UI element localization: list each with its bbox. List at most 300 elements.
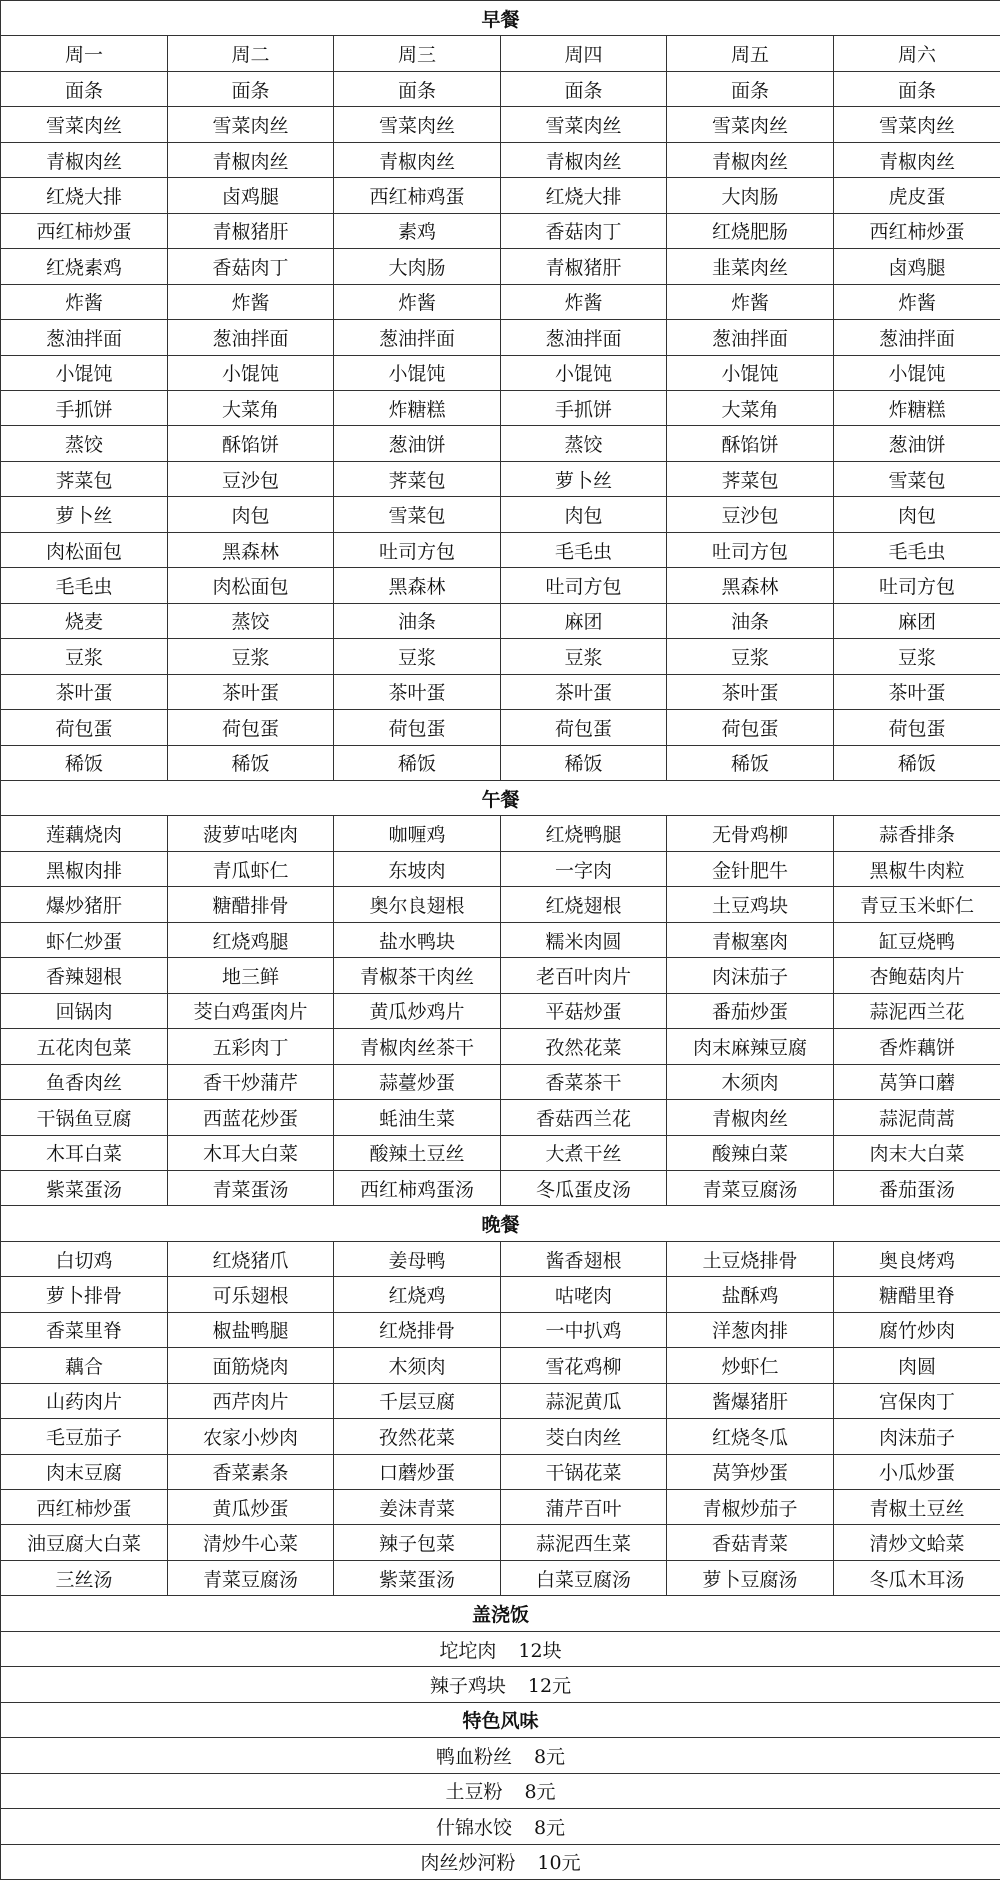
menu-cell: 咕咾肉 — [501, 1277, 667, 1312]
menu-cell: 冬瓜木耳汤 — [834, 1560, 1000, 1595]
dinner-row — [1, 1241, 1000, 1276]
menu-cell: 蒜泥茼蒿 — [834, 1100, 1000, 1135]
menu-cell: 荷包蛋 — [667, 710, 834, 745]
item-price: 10元 — [537, 1848, 580, 1875]
menu-cell: 肉包 — [834, 497, 1000, 532]
menu-cell: 豆浆 — [501, 639, 667, 674]
menu-cell: 雪菜肉丝 — [334, 107, 501, 142]
menu-cell: 肉包 — [168, 497, 334, 532]
menu-cell: 回锅肉 — [1, 993, 168, 1028]
menu-cell: 辣子包菜 — [334, 1525, 501, 1560]
weekday-header: 周四 — [501, 36, 667, 71]
menu-cell: 炸糖糕 — [834, 390, 1000, 425]
menu-cell: 孜然花菜 — [334, 1419, 501, 1454]
menu-cell: 豆沙包 — [667, 497, 834, 532]
breakfast-row — [1, 390, 1000, 425]
lunch-section-title-row — [1, 780, 1000, 815]
menu-cell: 蒜香排条 — [834, 816, 1000, 851]
menu-cell: 奥尔良翅根 — [334, 887, 501, 922]
menu-cell: 肉包 — [501, 497, 667, 532]
menu-cell: 豆浆 — [834, 639, 1000, 674]
menu-cell: 蒲芹百叶 — [501, 1490, 667, 1525]
menu-cell: 毛豆茄子 — [1, 1419, 168, 1454]
menu-cell: 青菜豆腐汤 — [667, 1170, 834, 1205]
menu-cell: 豆浆 — [334, 639, 501, 674]
menu-cell: 藕合 — [1, 1348, 168, 1383]
menu-cell: 糯米肉圆 — [501, 922, 667, 957]
weekday-header: 周三 — [334, 36, 501, 71]
lunch-row — [1, 993, 1000, 1028]
menu-cell: 炸酱 — [168, 284, 334, 319]
menu-cell: 手抓饼 — [501, 390, 667, 425]
menu-cell: 炸糖糕 — [334, 390, 501, 425]
menu-cell: 青椒炒茄子 — [667, 1490, 834, 1525]
menu-cell: 红烧排骨 — [334, 1312, 501, 1347]
menu-cell: 青椒肉丝 — [834, 142, 1000, 177]
menu-cell: 黄瓜炒鸡片 — [334, 993, 501, 1028]
menu-cell: 黑森林 — [667, 568, 834, 603]
menu-cell: 香菇青菜 — [667, 1525, 834, 1560]
lunch-row — [1, 887, 1000, 922]
special-item — [1, 1738, 1000, 1773]
menu-cell: 吐司方包 — [834, 568, 1000, 603]
item-price: 12块 — [518, 1636, 561, 1663]
dinner-row — [1, 1277, 1000, 1312]
lunch-row — [1, 1029, 1000, 1064]
special-item-cell — [1, 1844, 1000, 1879]
menu-cell: 萝卜豆腐汤 — [667, 1560, 834, 1595]
dinner-row — [1, 1348, 1000, 1383]
menu-cell: 酱香翅根 — [501, 1241, 667, 1276]
menu-cell: 蒜泥西兰花 — [834, 993, 1000, 1028]
menu-cell: 糖醋里脊 — [834, 1277, 1000, 1312]
menu-cell: 西红柿鸡蛋汤 — [334, 1170, 501, 1205]
item-price: 12元 — [528, 1671, 571, 1698]
menu-cell: 青椒肉丝 — [168, 142, 334, 177]
menu-cell: 红烧鸡 — [334, 1277, 501, 1312]
menu-cell: 白菜豆腐汤 — [501, 1560, 667, 1595]
menu-cell: 地三鲜 — [168, 958, 334, 993]
breakfast-row — [1, 142, 1000, 177]
dinner-section-title: 晚餐 — [1, 1206, 1000, 1241]
menu-cell: 黑森林 — [168, 532, 334, 567]
menu-cell: 蒜泥黄瓜 — [501, 1383, 667, 1418]
menu-cell: 红烧鸡腿 — [168, 922, 334, 957]
menu-cell: 荷包蛋 — [168, 710, 334, 745]
specials-section-title: 特色风味 — [1, 1702, 1000, 1737]
menu-cell: 爆炒猪肝 — [1, 887, 168, 922]
menu-cell: 姜母鸭 — [334, 1241, 501, 1276]
menu-cell: 香菜茶干 — [501, 1064, 667, 1099]
menu-cell: 豆沙包 — [168, 461, 334, 496]
menu-cell: 木耳白菜 — [1, 1135, 168, 1170]
menu-cell: 土豆鸡块 — [667, 887, 834, 922]
menu-cell: 葱油拌面 — [1, 320, 168, 355]
menu-cell: 肉圆 — [834, 1348, 1000, 1383]
menu-cell: 酸辣白菜 — [667, 1135, 834, 1170]
menu-cell: 荷包蛋 — [834, 710, 1000, 745]
menu-cell: 紫菜蛋汤 — [1, 1170, 168, 1205]
menu-cell: 面条 — [667, 71, 834, 106]
menu-cell: 鱼香肉丝 — [1, 1064, 168, 1099]
menu-cell: 酥馅饼 — [168, 426, 334, 461]
menu-cell: 毛毛虫 — [1, 568, 168, 603]
menu-cell: 红烧素鸡 — [1, 249, 168, 284]
menu-cell: 葱油拌面 — [667, 320, 834, 355]
weekday-header: 周二 — [168, 36, 334, 71]
lunch-row — [1, 1064, 1000, 1099]
specials-section-title-row — [1, 1702, 1000, 1737]
menu-cell: 虾仁炒蛋 — [1, 922, 168, 957]
menu-cell: 青椒肉丝 — [667, 142, 834, 177]
breakfast-row — [1, 497, 1000, 532]
menu-cell: 大煮干丝 — [501, 1135, 667, 1170]
menu-cell: 葱油饼 — [834, 426, 1000, 461]
rice-bowls-section-title-row — [1, 1596, 1000, 1631]
menu-cell: 毛毛虫 — [834, 532, 1000, 567]
menu-cell: 木须肉 — [334, 1348, 501, 1383]
menu-cell: 雪菜包 — [334, 497, 501, 532]
menu-cell: 炸酱 — [501, 284, 667, 319]
menu-cell: 肉沫茄子 — [834, 1419, 1000, 1454]
breakfast-row — [1, 603, 1000, 638]
menu-cell: 豆浆 — [667, 639, 834, 674]
item-price: 8元 — [524, 1777, 555, 1804]
menu-cell: 萝卜排骨 — [1, 1277, 168, 1312]
menu-cell: 大菜角 — [667, 390, 834, 425]
menu-cell: 油豆腐大白菜 — [1, 1525, 168, 1560]
menu-cell: 雪菜肉丝 — [834, 107, 1000, 142]
menu-cell: 肉末豆腐 — [1, 1454, 168, 1489]
menu-cell: 麻团 — [834, 603, 1000, 638]
menu-cell: 青瓜虾仁 — [168, 851, 334, 886]
menu-cell: 烧麦 — [1, 603, 168, 638]
menu-cell: 农家小炒肉 — [168, 1419, 334, 1454]
menu-cell: 红烧鸭腿 — [501, 816, 667, 851]
menu-cell: 萝卜丝 — [1, 497, 168, 532]
menu-cell: 面条 — [168, 71, 334, 106]
breakfast-row — [1, 213, 1000, 248]
lunch-row — [1, 958, 1000, 993]
menu-cell: 红烧肥肠 — [667, 213, 834, 248]
menu-cell: 青椒肉丝 — [1, 142, 168, 177]
breakfast-row — [1, 355, 1000, 390]
special-item — [1, 1809, 1000, 1844]
menu-cell: 小馄饨 — [501, 355, 667, 390]
special-item-cell — [1, 1809, 1000, 1844]
menu-cell: 小馄饨 — [667, 355, 834, 390]
menu-cell: 青椒猪肝 — [168, 213, 334, 248]
item-price: 8元 — [534, 1813, 565, 1840]
menu-cell: 红烧大排 — [1, 178, 168, 213]
menu-cell: 红烧猪爪 — [168, 1241, 334, 1276]
menu-cell: 姜沫青菜 — [334, 1490, 501, 1525]
menu-cell: 番茄炒蛋 — [667, 993, 834, 1028]
menu-cell: 香菇肉丁 — [501, 213, 667, 248]
menu-cell: 一中扒鸡 — [501, 1312, 667, 1347]
breakfast-row — [1, 461, 1000, 496]
menu-cell: 青椒肉丝 — [667, 1100, 834, 1135]
menu-cell: 炒虾仁 — [667, 1348, 834, 1383]
lunch-section-title: 午餐 — [1, 780, 1000, 815]
menu-cell: 青椒肉丝 — [334, 142, 501, 177]
menu-cell: 香辣翅根 — [1, 958, 168, 993]
menu-cell: 莴笋炒蛋 — [667, 1454, 834, 1489]
menu-cell: 西蓝花炒蛋 — [168, 1100, 334, 1135]
menu-cell: 香菜里脊 — [1, 1312, 168, 1347]
menu-cell: 炸酱 — [334, 284, 501, 319]
lunch-row — [1, 1100, 1000, 1135]
lunch-row — [1, 922, 1000, 957]
menu-cell: 荠菜包 — [1, 461, 168, 496]
menu-cell: 盐酥鸡 — [667, 1277, 834, 1312]
special-item — [1, 1773, 1000, 1808]
dinner-row — [1, 1490, 1000, 1525]
menu-cell: 三丝汤 — [1, 1560, 168, 1595]
rice-bowl-item — [1, 1631, 1000, 1666]
menu-cell: 东坡肉 — [334, 851, 501, 886]
menu-cell: 稀饭 — [1, 745, 168, 780]
dinner-row — [1, 1454, 1000, 1489]
menu-cell: 茶叶蛋 — [168, 674, 334, 709]
menu-cell: 卤鸡腿 — [168, 178, 334, 213]
menu-cell: 蒜泥西生菜 — [501, 1525, 667, 1560]
menu-cell: 小馄饨 — [1, 355, 168, 390]
item-name: 鸭血粉丝 — [436, 1746, 512, 1768]
menu-cell: 葱油拌面 — [834, 320, 1000, 355]
menu-cell: 木耳大白菜 — [168, 1135, 334, 1170]
menu-cell: 一字肉 — [501, 851, 667, 886]
menu-cell: 青菜豆腐汤 — [168, 1560, 334, 1595]
menu-cell: 茶叶蛋 — [834, 674, 1000, 709]
menu-cell: 黑椒肉排 — [1, 851, 168, 886]
menu-cell: 茶叶蛋 — [334, 674, 501, 709]
menu-cell: 葱油拌面 — [501, 320, 667, 355]
lunch-row — [1, 816, 1000, 851]
dinner-section-title-row — [1, 1206, 1000, 1241]
menu-cell: 小瓜炒蛋 — [834, 1454, 1000, 1489]
rice-bowls-section-title: 盖浇饭 — [1, 1596, 1000, 1631]
menu-cell: 肉末大白菜 — [834, 1135, 1000, 1170]
menu-cell: 卤鸡腿 — [834, 249, 1000, 284]
dinner-row — [1, 1560, 1000, 1595]
menu-cell: 红烧大排 — [501, 178, 667, 213]
menu-cell: 清炒牛心菜 — [168, 1525, 334, 1560]
breakfast-row — [1, 249, 1000, 284]
menu-cell: 杏鲍菇肉片 — [834, 958, 1000, 993]
breakfast-section-title-row — [1, 1, 1000, 36]
menu-cell: 稀饭 — [501, 745, 667, 780]
menu-cell: 椒盐鸭腿 — [168, 1312, 334, 1347]
menu-cell: 吐司方包 — [334, 532, 501, 567]
menu-cell: 荷包蛋 — [1, 710, 168, 745]
menu-cell: 吐司方包 — [501, 568, 667, 603]
menu-cell: 青椒猪肝 — [501, 249, 667, 284]
menu-cell: 莲藕烧肉 — [1, 816, 168, 851]
menu-cell: 口蘑炒蛋 — [334, 1454, 501, 1489]
menu-cell: 茭白肉丝 — [501, 1419, 667, 1454]
menu-cell: 西红柿炒蛋 — [834, 213, 1000, 248]
menu-cell: 青椒塞肉 — [667, 922, 834, 957]
menu-cell: 腐竹炒肉 — [834, 1312, 1000, 1347]
menu-cell: 西红柿鸡蛋 — [334, 178, 501, 213]
menu-cell: 千层豆腐 — [334, 1383, 501, 1418]
menu-cell: 青椒土豆丝 — [834, 1490, 1000, 1525]
menu-cell: 虎皮蛋 — [834, 178, 1000, 213]
menu-cell: 无骨鸡柳 — [667, 816, 834, 851]
menu-cell: 红烧翅根 — [501, 887, 667, 922]
menu-cell: 炸酱 — [1, 284, 168, 319]
menu-cell: 木须肉 — [667, 1064, 834, 1099]
menu-cell: 五彩肉丁 — [168, 1029, 334, 1064]
menu-cell: 酥馅饼 — [667, 426, 834, 461]
menu-cell: 蒸饺 — [1, 426, 168, 461]
menu-cell: 青椒肉丝茶干 — [334, 1029, 501, 1064]
menu-cell: 紫菜蛋汤 — [334, 1560, 501, 1595]
menu-cell: 稀饭 — [667, 745, 834, 780]
breakfast-section-title: 早餐 — [1, 1, 1000, 36]
menu-cell: 大肉肠 — [667, 178, 834, 213]
menu-cell: 蒸饺 — [501, 426, 667, 461]
menu-cell: 咖喱鸡 — [334, 816, 501, 851]
menu-cell: 黄瓜炒蛋 — [168, 1490, 334, 1525]
breakfast-row — [1, 674, 1000, 709]
menu-cell: 大肉肠 — [334, 249, 501, 284]
menu-cell: 青椒肉丝 — [501, 142, 667, 177]
menu-cell: 冬瓜蛋皮汤 — [501, 1170, 667, 1205]
menu-cell: 五花肉包菜 — [1, 1029, 168, 1064]
rice-bowl-item-cell — [1, 1667, 1000, 1702]
menu-cell: 荷包蛋 — [334, 710, 501, 745]
menu-cell: 蒸饺 — [168, 603, 334, 638]
menu-cell: 面筋烧肉 — [168, 1348, 334, 1383]
menu-cell: 雪菜肉丝 — [168, 107, 334, 142]
menu-cell: 小馄饨 — [834, 355, 1000, 390]
menu-cell: 炸酱 — [667, 284, 834, 319]
menu-cell: 山药肉片 — [1, 1383, 168, 1418]
item-name: 辣子鸡块 — [430, 1675, 506, 1697]
menu-cell: 平菇炒蛋 — [501, 993, 667, 1028]
menu-cell: 香干炒蒲芹 — [168, 1064, 334, 1099]
dinner-row — [1, 1525, 1000, 1560]
menu-cell: 雪菜肉丝 — [1, 107, 168, 142]
menu-cell: 油条 — [667, 603, 834, 638]
menu-cell: 缸豆烧鸭 — [834, 922, 1000, 957]
menu-cell: 吐司方包 — [667, 532, 834, 567]
menu-cell: 香炸藕饼 — [834, 1029, 1000, 1064]
menu-cell: 番茄蛋汤 — [834, 1170, 1000, 1205]
item-name: 肉丝炒河粉 — [420, 1852, 515, 1874]
menu-cell: 稀饭 — [334, 745, 501, 780]
breakfast-row — [1, 178, 1000, 213]
menu-cell: 萝卜丝 — [501, 461, 667, 496]
menu-cell: 雪菜包 — [834, 461, 1000, 496]
menu-cell: 面条 — [1, 71, 168, 106]
menu-cell: 酸辣土豆丝 — [334, 1135, 501, 1170]
weekday-header: 周六 — [834, 36, 1000, 71]
special-item-cell — [1, 1738, 1000, 1773]
special-item-cell — [1, 1773, 1000, 1808]
dinner-row — [1, 1419, 1000, 1454]
menu-cell: 肉松面包 — [1, 532, 168, 567]
dinner-row — [1, 1383, 1000, 1418]
menu-cell: 雪菜肉丝 — [667, 107, 834, 142]
menu-cell: 可乐翅根 — [168, 1277, 334, 1312]
menu-cell: 白切鸡 — [1, 1241, 168, 1276]
menu-cell: 茶叶蛋 — [667, 674, 834, 709]
lunch-row — [1, 851, 1000, 886]
rice-bowl-item-cell — [1, 1631, 1000, 1666]
breakfast-row — [1, 532, 1000, 567]
menu-cell: 酱爆猪肝 — [667, 1383, 834, 1418]
menu-cell: 黑森林 — [334, 568, 501, 603]
special-item — [1, 1844, 1000, 1879]
menu-cell: 蒜薹炒蛋 — [334, 1064, 501, 1099]
menu-cell: 金针肥牛 — [667, 851, 834, 886]
menu-cell: 菠萝咕咾肉 — [168, 816, 334, 851]
menu-cell: 小馄饨 — [168, 355, 334, 390]
menu-cell: 大菜角 — [168, 390, 334, 425]
item-name: 什锦水饺 — [436, 1817, 512, 1839]
menu-cell: 香菇西兰花 — [501, 1100, 667, 1135]
menu-cell: 西红柿炒蛋 — [1, 213, 168, 248]
item-name: 土豆粉 — [445, 1781, 502, 1803]
menu-cell: 青椒茶干肉丝 — [334, 958, 501, 993]
menu-cell: 荷包蛋 — [501, 710, 667, 745]
rice-bowl-item — [1, 1667, 1000, 1702]
menu-cell: 西芹肉片 — [168, 1383, 334, 1418]
menu-cell: 葱油饼 — [334, 426, 501, 461]
weekday-header-row — [1, 36, 1000, 71]
menu-cell: 素鸡 — [334, 213, 501, 248]
menu-cell: 面条 — [834, 71, 1000, 106]
menu-cell: 洋葱肉排 — [667, 1312, 834, 1347]
item-price: 8元 — [534, 1742, 565, 1769]
menu-cell: 青豆玉米虾仁 — [834, 887, 1000, 922]
menu-cell: 韭菜肉丝 — [667, 249, 834, 284]
menu-cell: 土豆烧排骨 — [667, 1241, 834, 1276]
menu-cell: 茭白鸡蛋肉片 — [168, 993, 334, 1028]
menu-cell: 面条 — [501, 71, 667, 106]
menu-cell: 宫保肉丁 — [834, 1383, 1000, 1418]
menu-cell: 荠菜包 — [334, 461, 501, 496]
menu-cell: 雪花鸡柳 — [501, 1348, 667, 1383]
menu-cell: 豆浆 — [1, 639, 168, 674]
menu-cell: 肉末麻辣豆腐 — [667, 1029, 834, 1064]
menu-cell: 青菜蛋汤 — [168, 1170, 334, 1205]
menu-cell: 葱油拌面 — [334, 320, 501, 355]
menu-cell: 奥良烤鸡 — [834, 1241, 1000, 1276]
breakfast-row — [1, 71, 1000, 106]
menu-cell: 小馄饨 — [334, 355, 501, 390]
menu-cell: 糖醋排骨 — [168, 887, 334, 922]
lunch-row — [1, 1135, 1000, 1170]
menu-cell: 油条 — [334, 603, 501, 638]
menu-cell: 黑椒牛肉粒 — [834, 851, 1000, 886]
menu-body — [1, 1, 1000, 1880]
breakfast-row — [1, 745, 1000, 780]
breakfast-row — [1, 320, 1000, 355]
menu-cell: 香菇肉丁 — [168, 249, 334, 284]
breakfast-row — [1, 107, 1000, 142]
menu-cell: 豆浆 — [168, 639, 334, 674]
breakfast-row — [1, 710, 1000, 745]
menu-cell: 毛毛虫 — [501, 532, 667, 567]
menu-cell: 干锅花菜 — [501, 1454, 667, 1489]
menu-cell: 莴笋口蘑 — [834, 1064, 1000, 1099]
menu-cell: 葱油拌面 — [168, 320, 334, 355]
lunch-row — [1, 1170, 1000, 1205]
